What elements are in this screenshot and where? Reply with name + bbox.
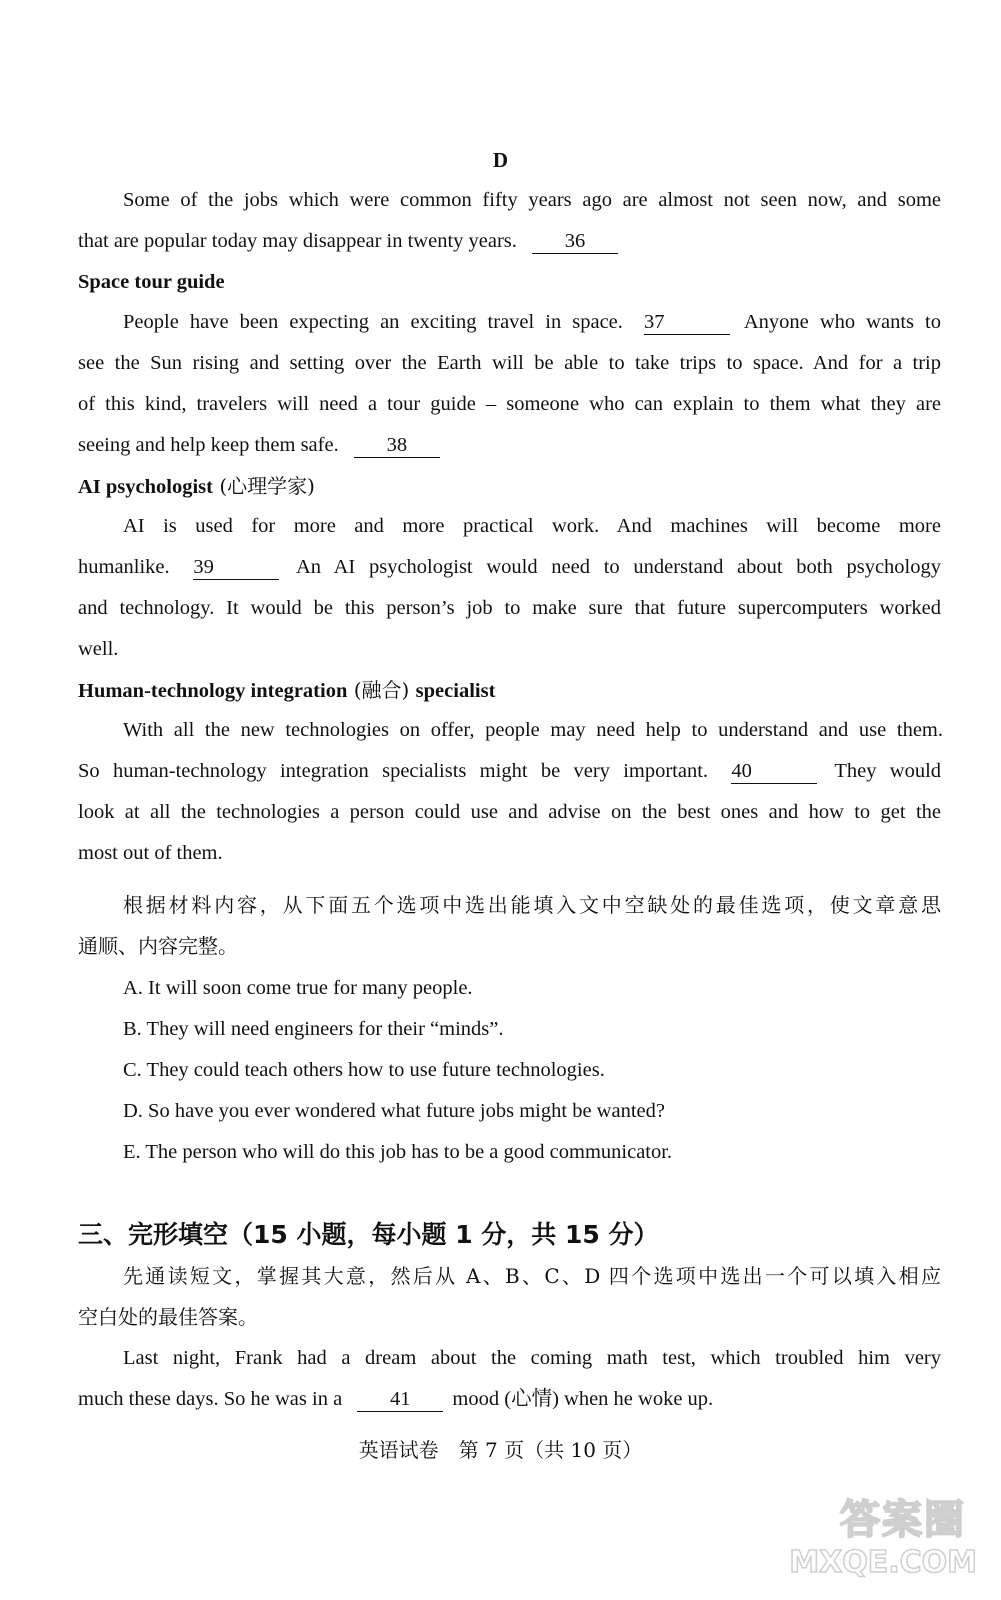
option-c: C. They could teach others how to use future technologies. xyxy=(123,1059,605,1081)
blank-41: 41 xyxy=(357,1387,443,1412)
subheading-integration-specialist: Human-technology integration (融合) specialist xyxy=(78,678,496,702)
paragraph-line: seeing and help keep them safe. 38 xyxy=(78,425,941,466)
blank-36: 36 xyxy=(532,229,618,254)
instruction-line: 根据材料内容，从下面五个选项中选出能填入文中空缺处的最佳选项，使文章意思 xyxy=(123,893,941,917)
option-e: E. The person who will do this job has to be a good communicator. xyxy=(123,1141,673,1163)
blank-38: 38 xyxy=(354,433,440,458)
option-d: D. So have you ever wondered what future jobs might be wanted? xyxy=(123,1100,665,1122)
option-b: B. They will need engineers for their “minds”. xyxy=(123,1018,504,1040)
paragraph-line: With all the new technologies on offer, people may need help to understand and use them. xyxy=(123,719,943,741)
paragraph-line: People have been expecting an exciting travel in space. 37 Anyone who wants to xyxy=(123,311,941,333)
paragraph-line: look at all the technologies a person could use and advise on the best ones and how to get the xyxy=(78,801,941,823)
paragraph-line: AI is used for more and more practical work. And machines will become more xyxy=(123,515,941,537)
section-heading: D xyxy=(492,148,509,172)
intro-line: that are popular today may disappear in twenty years. 36 xyxy=(78,221,941,262)
paragraph-line: humanlike. 39 An AI psychologist would need to understand about both psychology xyxy=(78,556,941,578)
paragraph-line: well. xyxy=(78,638,119,660)
blank-39: 39 xyxy=(193,555,279,580)
paragraph-line: most out of them. xyxy=(78,842,223,864)
paragraph-line: So human-technology integration specialists might be very important. 40 They would xyxy=(78,760,942,782)
watermark-logo: 答案圈 xyxy=(840,1497,966,1543)
subheading-ai-psychologist: AI psychologist (心理学家) xyxy=(78,474,315,498)
paragraph-line: of this kind, travelers will need a tour guide – someone who can explain to them what they are xyxy=(78,393,941,415)
blank-37: 37 xyxy=(644,310,730,335)
blank-40: 40 xyxy=(731,759,817,784)
page-footer: 英语试卷 第 7 页（共 10 页） xyxy=(358,1438,643,1462)
paragraph-line: Last night, Frank had a dream about the coming math test, which troubled him very xyxy=(123,1347,941,1369)
paragraph-line: and technology. It would be this person’s job to make sure that future supercomputers worked xyxy=(78,597,941,619)
subheading-space-tour-guide: Space tour guide xyxy=(78,271,225,293)
intro-line: Some of the jobs which were common fifty years ago are almost not seen now, and some xyxy=(123,189,941,211)
section-title-cloze: 三、完形填空（15 小题，每小题 1 分，共 15 分） xyxy=(78,1220,659,1249)
watermark-url: MXQE.COM xyxy=(789,1545,977,1580)
instruction-line: 空白处的最佳答案。 xyxy=(78,1305,258,1329)
option-a: A. It will soon come true for many people. xyxy=(123,977,473,999)
paragraph-line: see the Sun rising and setting over the Earth will be able to take trips to space. And for a trip xyxy=(78,352,941,374)
instruction-line: 先通读短文，掌握其大意，然后从 A、B、C、D 四个选项中选出一个可以填入相应 xyxy=(123,1264,941,1288)
instruction-line: 通顺、内容完整。 xyxy=(78,934,238,958)
paragraph-line: much these days. So he was in a 41 mood (心情) when he woke up. xyxy=(78,1388,714,1410)
